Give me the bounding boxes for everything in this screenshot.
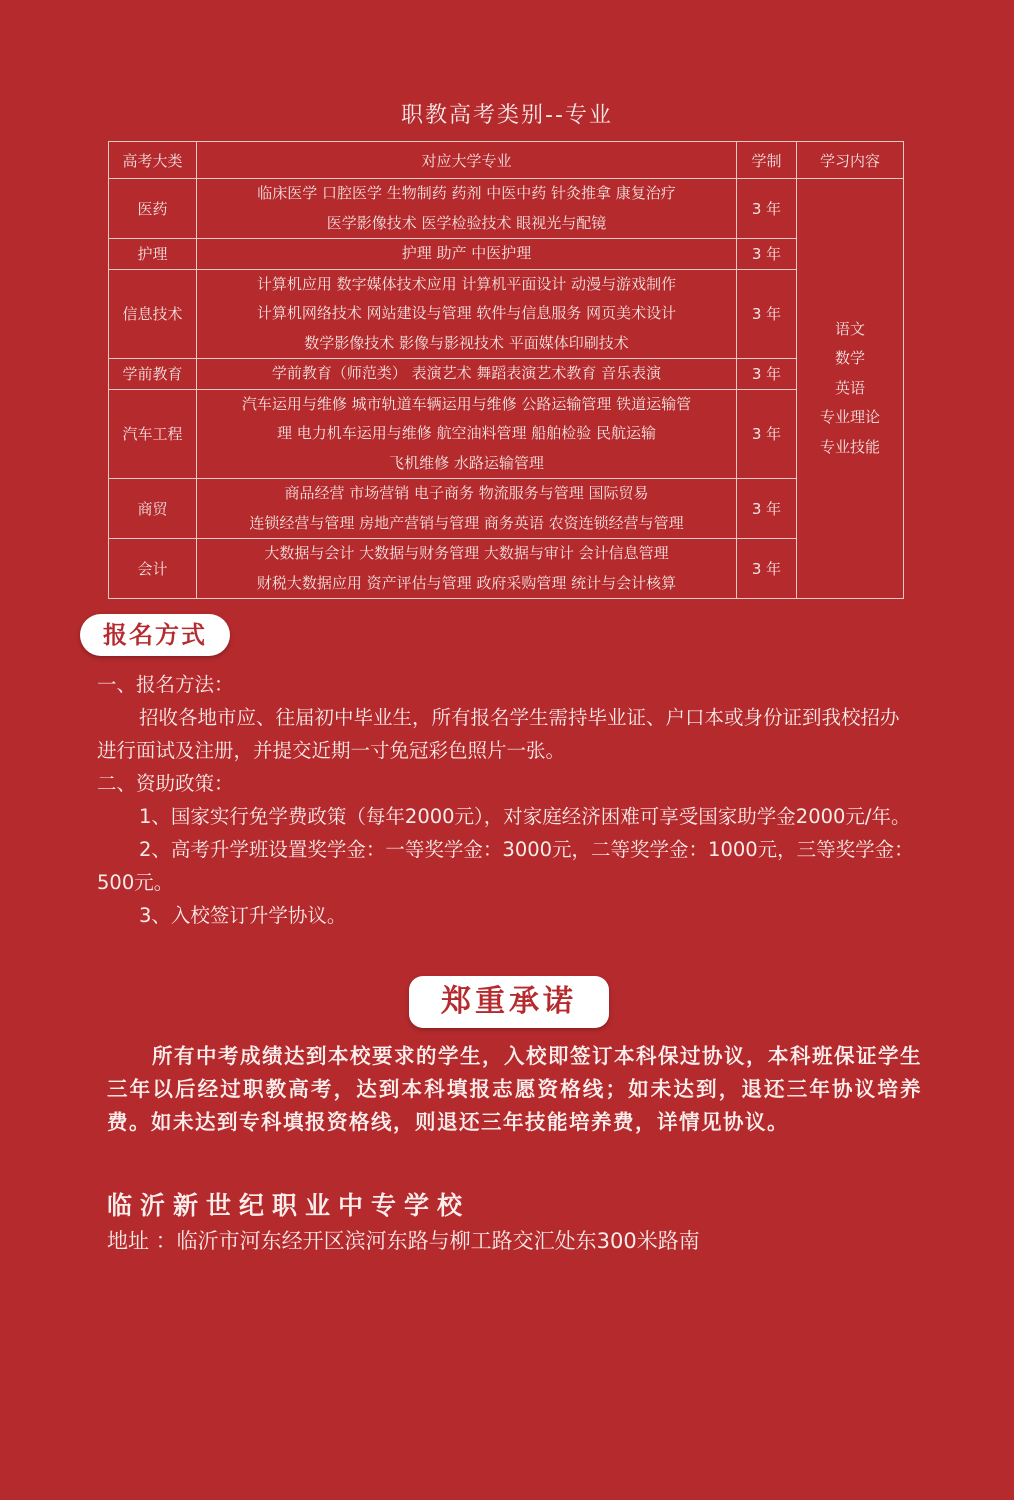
row-majors [197, 359, 737, 390]
major-line: 学前教育（师范类） 表演艺术 舞蹈表演艺术教育 音乐表演 [271, 364, 662, 382]
major-line: 计算机应用 数字媒体技术应用 计算机平面设计 动漫与游戏制作 [256, 274, 677, 293]
aid-item-2: 2、高考升学班设置奖学金：一等奖学金：3000元，二等奖学金：1000元，三等奖学金：500元。 [97, 838, 914, 894]
table-row [109, 179, 904, 239]
row-category: 信息技术 [109, 269, 197, 359]
method-body: 招收各地市应、往届初中毕业生，所有报名学生需持毕业证、户口本或身份证到我校招办进行面试及注册，并提交近期一寸免冠彩色照片一张。 [97, 706, 900, 762]
row-majors [197, 239, 737, 270]
row-category: 医药 [109, 179, 197, 239]
major-line: 商品经营 市场营销 电子商务 物流服务与管理 国际贸易 [284, 484, 649, 502]
row-category: 商贸 [109, 479, 197, 539]
promise-section [107, 1040, 922, 1139]
majors-table [108, 141, 904, 599]
row-category: 汽车工程 [109, 389, 197, 479]
row-category: 学前教育 [109, 359, 197, 390]
major-line: 连锁经营与管理 房地产营销与管理 商务英语 农资连锁经营与管理 [249, 513, 684, 532]
major-line: 财税大数据应用 资产评估与管理 政府采购管理 统计与会计核算 [256, 573, 677, 592]
major-line: 理 电力机车运用与维修 航空油料管理 船舶检验 民航运输 [276, 424, 657, 442]
table-row [109, 539, 904, 599]
table-row [109, 479, 904, 539]
major-line: 数学影像技术 影像与影视技术 平面媒体印刷技术 [304, 333, 629, 352]
row-years: 3 年 [737, 359, 797, 390]
header-category: 高考大类 [109, 142, 197, 179]
header-content: 学习内容 [797, 142, 904, 179]
row-majors [197, 539, 737, 599]
major-line: 飞机维修 水路运输管理 [389, 453, 544, 472]
row-years: 3 年 [737, 179, 797, 239]
major-line: 护理 助产 中医护理 [401, 244, 532, 262]
row-years: 3 年 [737, 269, 797, 359]
content-item: 语文 [834, 319, 865, 338]
table-row [109, 389, 904, 479]
row-majors [197, 269, 737, 359]
table-title: 职教高考类别--专业 [401, 103, 613, 128]
method-title: 一、报名方法： [97, 673, 234, 696]
school-name: 临沂新世纪职业中专学校 [107, 1191, 471, 1220]
row-category: 会计 [109, 539, 197, 599]
study-content-cell [797, 179, 904, 599]
major-line: 临床医学 口腔医学 生物制药 药剂 中医中药 针灸推拿 康复治疗 [257, 184, 676, 202]
table-row [109, 269, 904, 359]
school-address: 地址 ：临沂市河东经开区滨河东路与柳工路交汇处东300米路南 [107, 1229, 700, 1253]
table-header-row [109, 142, 904, 179]
major-line: 汽车运用与维修 城市轨道车辆运用与维修 公路运输管理 铁道运输管 [241, 394, 692, 413]
content-item: 数学 [834, 349, 865, 368]
content-item: 专业技能 [819, 437, 880, 456]
table-row [109, 359, 904, 390]
row-years: 3 年 [737, 479, 797, 539]
row-majors [197, 389, 737, 479]
signup-section [97, 668, 917, 932]
row-majors [197, 179, 737, 239]
aid-item-3: 3、入校签订升学协议。 [139, 904, 347, 927]
row-category: 护理 [109, 239, 197, 270]
row-years: 3 年 [737, 539, 797, 599]
signup-badge: 报名方式 [80, 614, 230, 656]
promise-body: 所有中考成绩达到本校要求的学生，入校即签订本科保过协议，本科班保证学生三年以后经过职教高考，达到本科填报志愿资格线；如未达到，退还三年协议培养费。如未达到专科填报资格线，则退还三年技能培养费，详情见协议。 [107, 1044, 922, 1134]
content-item: 英语 [834, 378, 865, 397]
major-line: 大数据与会计 大数据与财务管理 大数据与审计 会计信息管理 [264, 544, 669, 562]
row-majors [197, 479, 737, 539]
major-line: 医学影像技术 医学检验技术 眼视光与配镜 [326, 213, 607, 232]
row-years: 3 年 [737, 389, 797, 479]
aid-title: 二、资助政策： [97, 772, 234, 795]
row-years: 3 年 [737, 239, 797, 270]
header-majors: 对应大学专业 [197, 142, 737, 179]
table-row [109, 239, 904, 270]
major-line: 计算机网络技术 网站建设与管理 软件与信息服务 网页美术设计 [256, 304, 677, 322]
aid-item-1: 1、国家实行免学费政策（每年2000元），对家庭经济困难可享受国家助学金2000元/年。 [139, 805, 911, 828]
content-item: 专业理论 [819, 408, 880, 427]
header-years: 学制 [737, 142, 797, 179]
promise-badge: 郑重承诺 [409, 976, 609, 1028]
